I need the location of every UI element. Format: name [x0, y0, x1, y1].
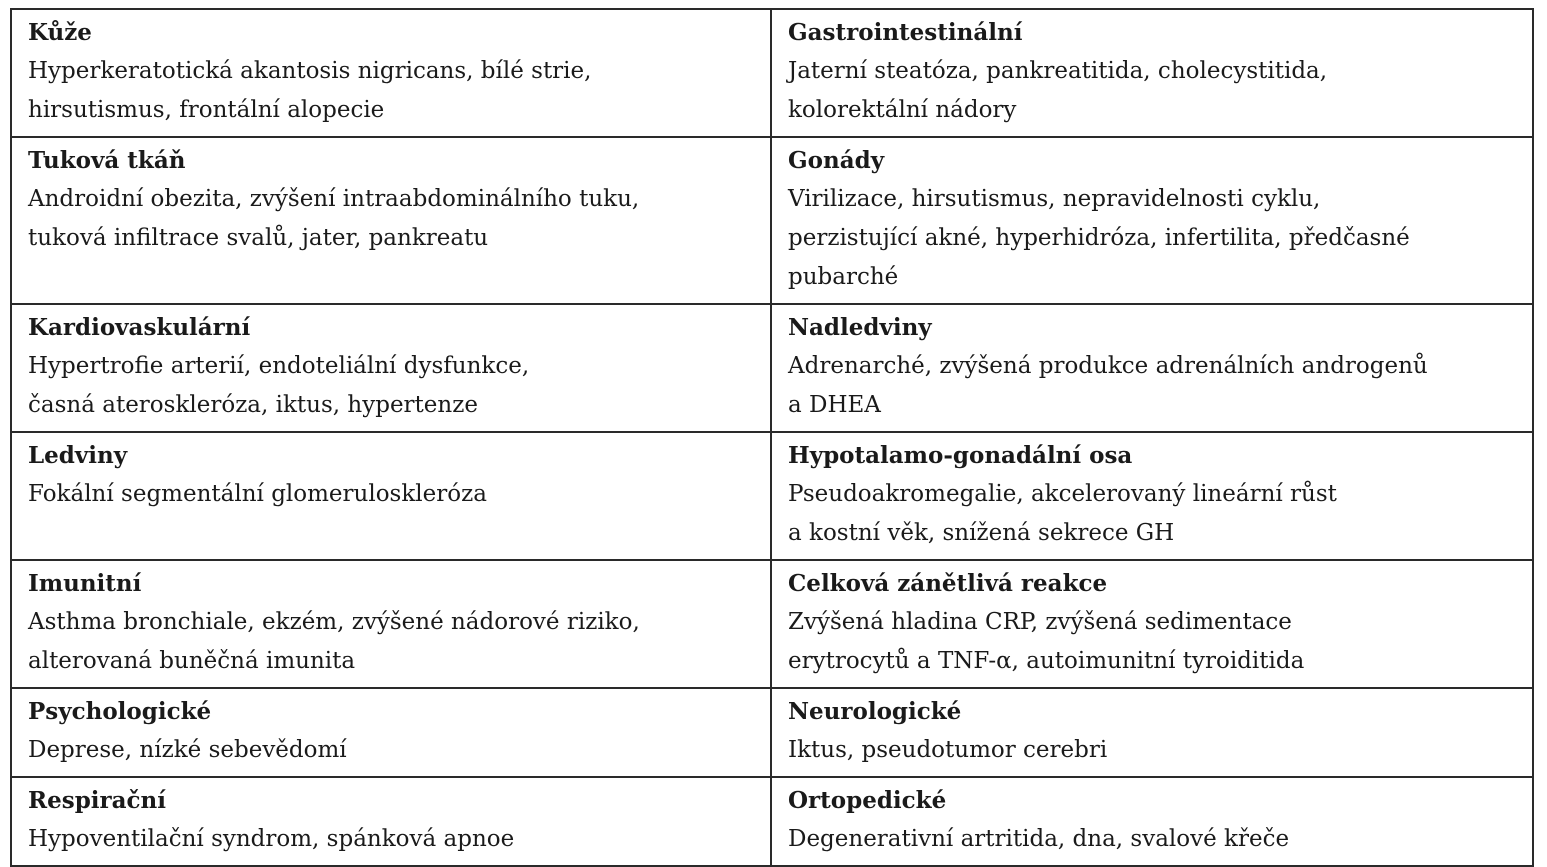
table-row [11, 9, 1533, 137]
category-description-line: perzistující akné, hyperhidróza, infertilita, předčasné [788, 225, 1410, 251]
table-row [11, 137, 1533, 304]
table-cell-left [11, 688, 771, 777]
table-body [11, 9, 1533, 866]
table-cell-right [771, 688, 1533, 777]
table-row [11, 688, 1533, 777]
category-description-line: Adrenarché, zvýšená produkce adrenálních androgenů [788, 353, 1428, 379]
category-title: Imunitní [28, 570, 142, 597]
category-description-line: Virilizace, hirsutismus, nepravidelnosti cyklu, [788, 186, 1321, 212]
category-title: Ledviny [28, 442, 128, 469]
category-description-line: Iktus, pseudotumor cerebri [788, 737, 1108, 763]
category-description-line: a kostní věk, snížená sekrece GH [788, 520, 1175, 546]
table-cell-right [771, 560, 1533, 688]
category-description-line: Fokální segmentální glomeruloskleróza [28, 481, 487, 507]
table-cell-left [11, 777, 771, 866]
table-row [11, 304, 1533, 432]
table-cell-left [11, 9, 771, 137]
category-title: Gastrointestinální [788, 19, 1023, 46]
category-title: Tuková tkáň [28, 147, 186, 174]
table-cell-left [11, 560, 771, 688]
table-row [11, 432, 1533, 560]
category-description-line: erytrocytů a TNF-α, autoimunitní tyroiditida [788, 648, 1305, 674]
category-description-line: Zvýšená hladina CRP, zvýšená sedimentace [788, 609, 1292, 635]
table-cell-right [771, 9, 1533, 137]
table-cell-right [771, 304, 1533, 432]
category-title: Hypotalamo-gonadální osa [788, 442, 1133, 469]
category-title: Gonády [788, 147, 885, 174]
category-title: Ortopedické [788, 787, 947, 814]
category-description-line: Asthma bronchiale, ekzém, zvýšené nádorové riziko, [28, 609, 640, 635]
table-cell-left [11, 137, 771, 304]
category-description-line: Degenerativní artritida, dna, svalové křeče [788, 826, 1290, 852]
category-description-line: tuková infiltrace svalů, jater, pankreatu [28, 225, 489, 251]
category-description-line: Hyperkeratotická akantosis nigricans, bílé strie, [28, 58, 592, 84]
category-title: Neurologické [788, 698, 962, 725]
category-description-line: kolorektální nádory [788, 97, 1017, 123]
category-title: Psychologické [28, 698, 212, 725]
category-description-line: a DHEA [788, 392, 881, 418]
table-cell-left [11, 304, 771, 432]
category-description-line: Hypertrofie arterií, endoteliální dysfunkce, [28, 353, 530, 379]
table-row [11, 777, 1533, 866]
table-cell-right [771, 137, 1533, 304]
category-description-line: Pseudoakromegalie, akcelerovaný lineární růst [788, 481, 1337, 507]
category-description-line: hirsutismus, frontální alopecie [28, 97, 385, 123]
complications-table [10, 8, 1534, 867]
table-cell-left [11, 432, 771, 560]
category-title: Kůže [28, 19, 92, 46]
table-row [11, 560, 1533, 688]
category-description-line: Hypoventilační syndrom, spánková apnoe [28, 826, 515, 852]
category-description-line: pubarché [788, 264, 899, 290]
table-cell-right [771, 777, 1533, 866]
category-title: Celková zánětlivá reakce [788, 570, 1108, 597]
category-title: Kardiovaskulární [28, 314, 251, 341]
table-cell-right [771, 432, 1533, 560]
category-title: Nadledviny [788, 314, 932, 341]
category-description-line: Jaterní steatóza, pankreatitida, cholecystitida, [788, 58, 1328, 84]
category-title: Respirační [28, 787, 166, 814]
category-description-line: Androidní obezita, zvýšení intraabdominálního tuku, [28, 186, 640, 212]
category-description-line: časná ateroskleróza, iktus, hypertenze [28, 392, 478, 418]
category-description-line: Deprese, nízké sebevědomí [28, 737, 347, 763]
category-description-line: alterovaná buněčná imunita [28, 648, 356, 674]
